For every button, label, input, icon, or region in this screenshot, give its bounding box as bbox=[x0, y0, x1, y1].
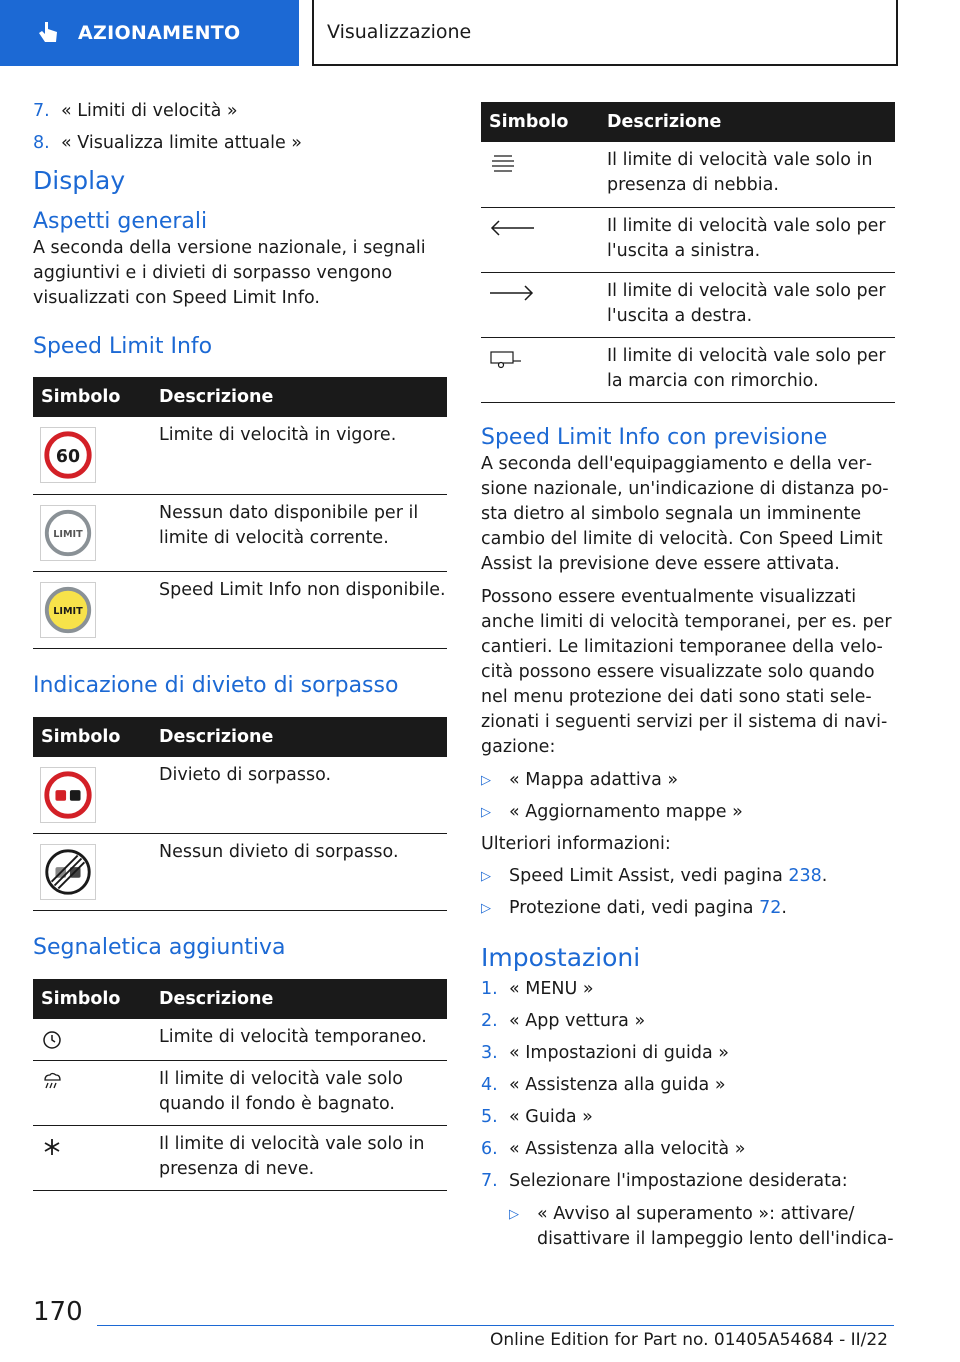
row-description: Il limite di velocità vale solo per l'uscita a sinistra. bbox=[607, 207, 895, 272]
col-header-symbol: Simbolo bbox=[481, 102, 607, 142]
settings-heading: Impostazioni bbox=[481, 942, 641, 972]
more-info-label: Ulteriori informazioni: bbox=[481, 833, 671, 854]
list-item: 7. Selezionare l'impostazione desiderata: bbox=[481, 1170, 848, 1191]
table-row bbox=[33, 1019, 447, 1061]
display-heading: Display bbox=[33, 166, 126, 195]
sub-bullets bbox=[509, 1202, 895, 1252]
table-row bbox=[33, 1061, 447, 1126]
page-link[interactable]: 238 bbox=[788, 865, 822, 886]
col-header-description: Descrizione bbox=[607, 102, 895, 142]
bullet-triangle-icon: ▷ bbox=[481, 772, 491, 788]
table-row bbox=[33, 494, 447, 571]
limit-not-available-yellow-sign-icon bbox=[40, 582, 96, 638]
table-row bbox=[33, 1126, 447, 1191]
table-row bbox=[33, 571, 447, 648]
additional-table-continued bbox=[481, 102, 895, 403]
end-no-overtaking-sign-icon bbox=[40, 844, 96, 900]
table-row bbox=[481, 272, 895, 337]
section-title: AZIONAMENTO bbox=[78, 22, 241, 44]
row-description: Il limite di velocità vale solo quando il fondo è bagnato. bbox=[159, 1061, 447, 1126]
forecast-text-1: A seconda dell'equipaggiamento e della versione nazionale, un'indicazione di distanza posta dietro al simbolo segnala un imminente cambio del limite di velocità. Con Speed Limit Assist la previsione deve essere attivata. bbox=[481, 453, 889, 574]
table-row bbox=[33, 834, 447, 911]
list-item: ▷ « Avviso al superamento »: attivare/ disattivare il lampeggio lento dell'indica- bbox=[509, 1202, 895, 1252]
col-header-symbol: Simbolo bbox=[33, 979, 159, 1019]
svg-text:LIMIT: LIMIT bbox=[53, 528, 83, 540]
list-item: 2. « App vettura » bbox=[481, 1010, 646, 1031]
list-item: ▷ Protezione dati, vedi pagina 72. bbox=[481, 896, 895, 921]
row-description: Speed Limit Info non disponibile. bbox=[159, 571, 447, 648]
row-description: Il limite di velocità vale solo in presenza di neve. bbox=[159, 1126, 447, 1191]
row-description: Nessun divieto di sorpasso. bbox=[159, 834, 447, 911]
forecast-text-2: Possono essere eventualmente visualizzati anche limiti di velocità temporanei, per es. per cantieri. Le limitazioni temporanee della velocità possono essere visualizzate solo quando nel menu protezione dei dati sono stati selezionati i seguenti servizi per il sistema di navigazione: bbox=[481, 586, 892, 757]
row-description: Il limite di velocità vale solo in presenza di nebbia. bbox=[607, 142, 895, 207]
services-list bbox=[481, 768, 895, 825]
sli-heading: Speed Limit Info bbox=[33, 334, 213, 359]
list-item: ▷ « Mappa adattiva » bbox=[481, 768, 895, 793]
list-item: 8. « Visualizza limite attuale » bbox=[33, 133, 303, 153]
row-description: Limite di velocità in vigore. bbox=[159, 417, 447, 494]
page-number: 170 bbox=[33, 1297, 83, 1327]
bullet-triangle-icon: ▷ bbox=[481, 868, 491, 884]
rain-icon bbox=[40, 1070, 64, 1094]
steps-list bbox=[33, 100, 447, 154]
table-row bbox=[33, 757, 447, 834]
col-header-symbol: Simbolo bbox=[33, 717, 159, 757]
additional-table bbox=[33, 979, 447, 1191]
footer-bar bbox=[97, 1325, 894, 1350]
row-description: Divieto di sorpasso. bbox=[159, 757, 447, 834]
chapter-title: Visualizzazione bbox=[327, 21, 472, 43]
list-item: 1. « MENU » bbox=[481, 978, 594, 999]
list-item: 5. « Guida » bbox=[481, 1106, 593, 1127]
overtake-heading: Indicazione di divieto di sorpasso bbox=[33, 672, 399, 698]
row-description: Il limite di velocità vale solo per l'uscita a destra. bbox=[607, 272, 895, 337]
left-column bbox=[33, 100, 447, 1191]
right-column bbox=[481, 102, 895, 1259]
general-text: A seconda della versione nazionale, i segnali aggiuntivi e i divieti di sorpasso vengono visualizzati con Speed Limit Info. bbox=[33, 238, 426, 308]
snowflake-icon bbox=[40, 1135, 64, 1159]
table-row bbox=[33, 417, 447, 494]
trailer-icon bbox=[488, 346, 522, 370]
arrow-left-icon bbox=[488, 216, 536, 240]
chapter-tab bbox=[312, 0, 898, 66]
bullet-triangle-icon: ▷ bbox=[481, 804, 491, 820]
table-row bbox=[481, 142, 895, 207]
hand-pointer-icon bbox=[36, 20, 60, 46]
list-item: 3. « Impostazioni di guida » bbox=[481, 1042, 729, 1063]
row-description: Limite di velocità temporaneo. bbox=[159, 1019, 447, 1061]
bullet-triangle-icon: ▷ bbox=[509, 1206, 519, 1222]
general-heading: Aspetti generali bbox=[33, 209, 208, 234]
list-item: 4. « Assistenza alla guida » bbox=[481, 1074, 726, 1095]
sli-table bbox=[33, 377, 447, 649]
speed-60-sign-icon bbox=[40, 427, 96, 483]
edition-text: Online Edition for Part no. 01405A54684 - II/22 bbox=[489, 1330, 888, 1350]
col-header-description: Descrizione bbox=[159, 377, 447, 417]
section-tab bbox=[0, 0, 299, 66]
forecast-heading: Speed Limit Info con previsione bbox=[481, 424, 828, 450]
table-row bbox=[481, 207, 895, 272]
list-item: ▷ « Aggiornamento mappe » bbox=[481, 800, 895, 825]
bullet-triangle-icon: ▷ bbox=[481, 900, 491, 916]
page-link[interactable]: 72 bbox=[759, 897, 782, 918]
svg-text:LIMIT: LIMIT bbox=[53, 605, 83, 617]
no-overtaking-sign-icon bbox=[40, 767, 96, 823]
overtake-table bbox=[33, 717, 447, 912]
additional-heading: Segnaletica aggiuntiva bbox=[33, 935, 286, 960]
settings-steps bbox=[481, 978, 895, 1192]
fog-icon bbox=[488, 150, 518, 176]
list-item: ▷ Speed Limit Assist, vedi pagina 238. bbox=[481, 864, 895, 889]
list-item: 6. « Assistenza alla velocità » bbox=[481, 1138, 746, 1159]
list-item: 7. « Limiti di velocità » bbox=[33, 101, 238, 121]
col-header-description: Descrizione bbox=[159, 717, 447, 757]
row-description: Nessun dato disponibile per il limite di velocità corrente. bbox=[159, 494, 447, 571]
limit-unavailable-sign-icon bbox=[40, 505, 96, 561]
row-description: Il limite di velocità vale solo per la marcia con rimorchio. bbox=[607, 337, 895, 402]
svg-text:60: 60 bbox=[55, 446, 81, 467]
table-row bbox=[481, 337, 895, 402]
col-header-description: Descrizione bbox=[159, 979, 447, 1019]
col-header-symbol: Simbolo bbox=[33, 377, 159, 417]
arrow-right-icon bbox=[488, 281, 536, 305]
clock-icon bbox=[40, 1028, 64, 1052]
more-info-list bbox=[481, 864, 895, 921]
